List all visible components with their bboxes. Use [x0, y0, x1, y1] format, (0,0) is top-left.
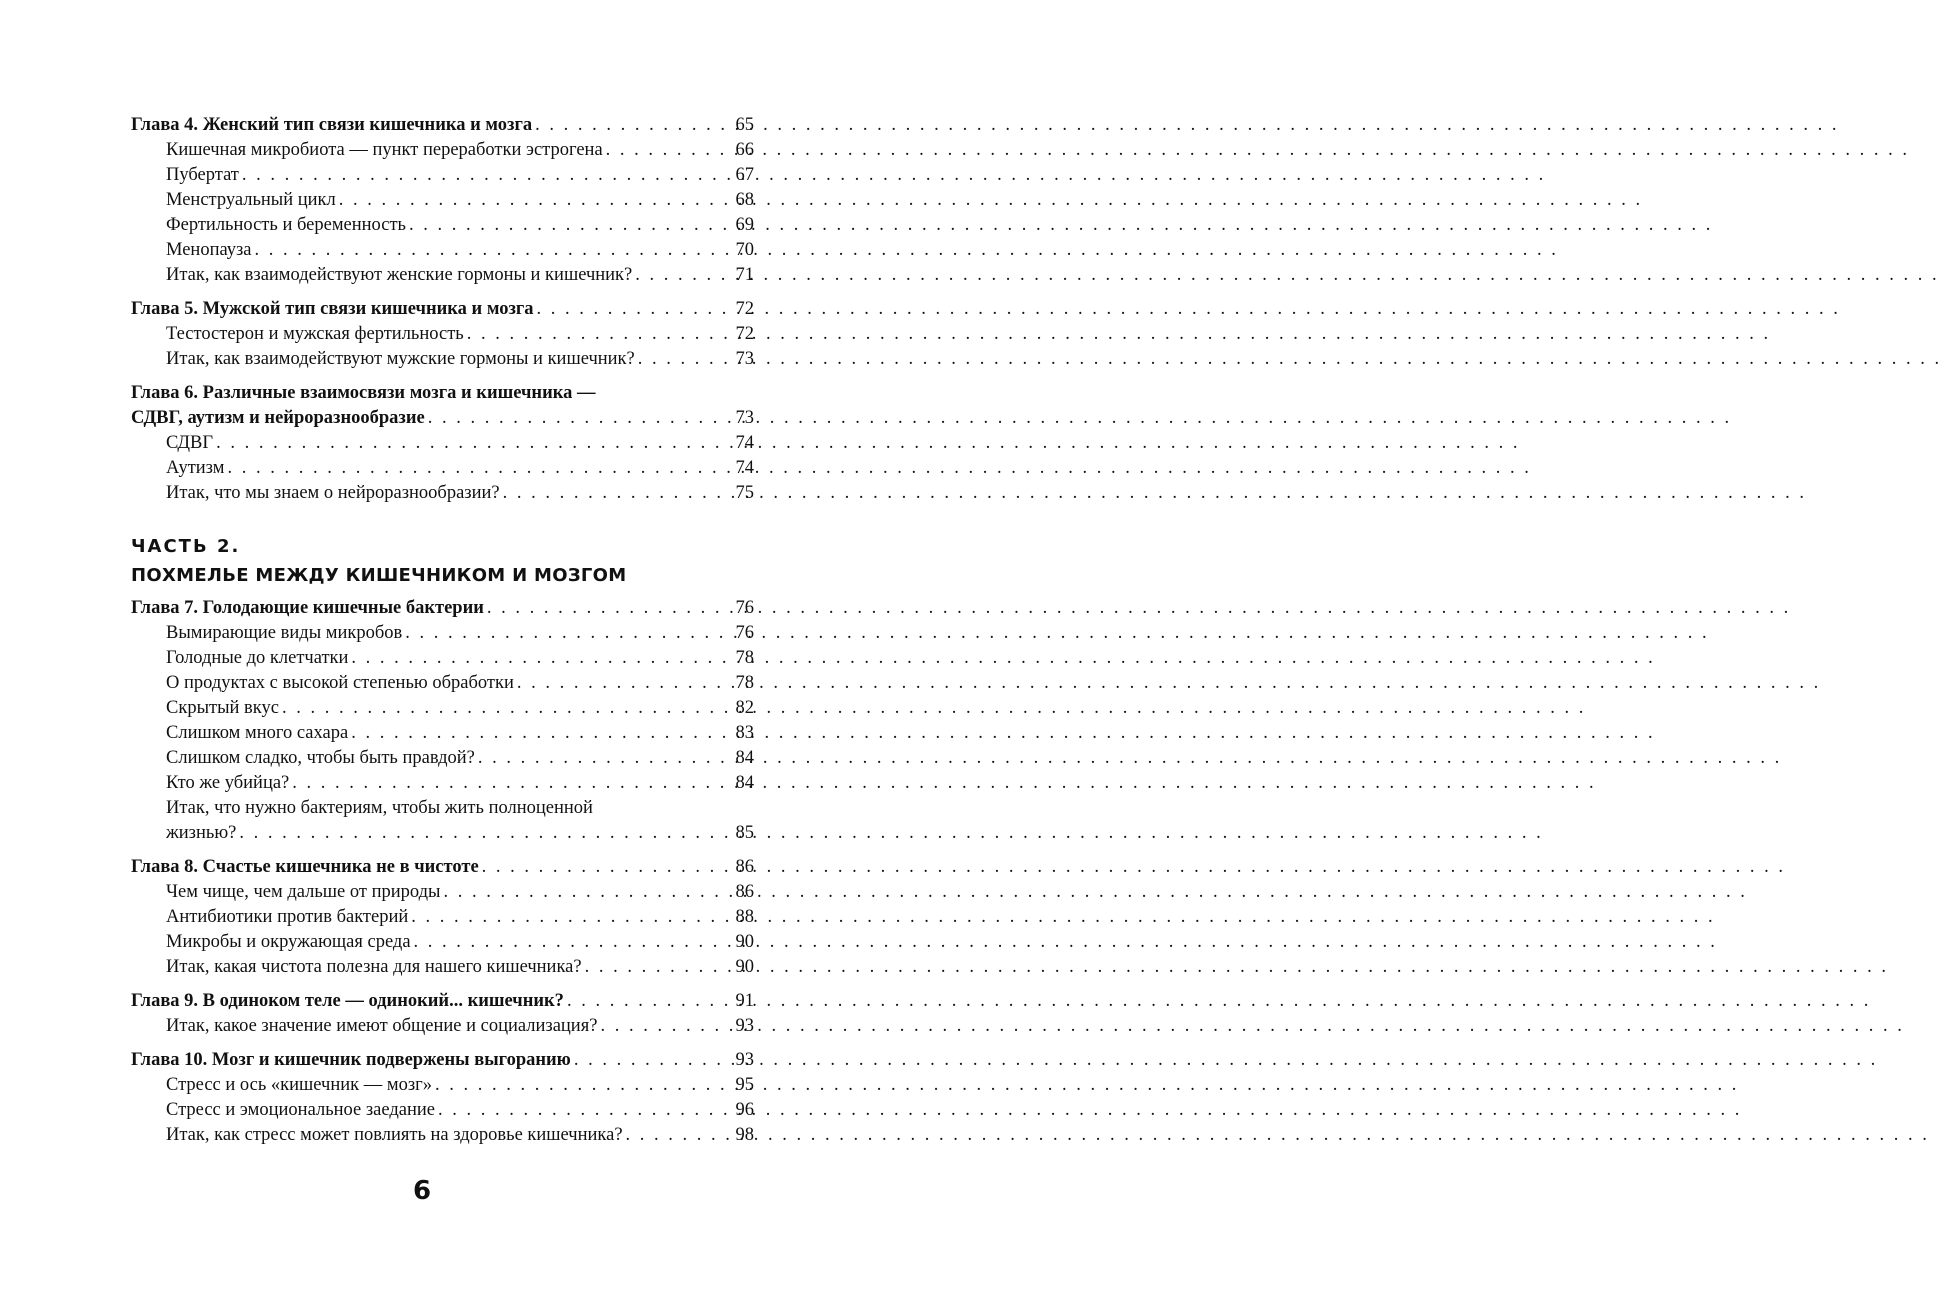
toc-entry-chapter[interactable]: [131, 297, 754, 322]
page-ref: 72: [735, 299, 754, 319]
entry-title: Глава 8. Счастье кишечника не в чистоте: [131, 857, 479, 877]
entry-title: Глава 4. Женский тип связи кишечника и мозга: [131, 115, 533, 135]
entry-title: Слишком сладко, чтобы быть правдой?: [166, 748, 475, 768]
entry-title: Глава 10. Мозг и кишечник подвержены выгоранию: [131, 1050, 571, 1070]
dot-leader: [339, 188, 725, 213]
dot-leader: [638, 347, 725, 372]
toc-entry[interactable]: [131, 955, 754, 980]
entry-title: Вымирающие виды микробов: [166, 623, 403, 643]
toc-entry[interactable]: [131, 696, 754, 721]
dot-leader: [537, 297, 725, 322]
page-ref: 98: [735, 1125, 754, 1145]
dot-leader: [626, 1123, 725, 1148]
entry-title: Антибиотики против бактерий: [166, 907, 409, 927]
page-ref: 95: [735, 1075, 754, 1095]
toc-entry-chapter[interactable]: [131, 1048, 754, 1073]
entry-title: Итак, какое значение имеют общение и социализация?: [166, 1016, 598, 1036]
toc-entry[interactable]: [131, 138, 754, 163]
dot-leader: [438, 1098, 725, 1123]
page-number: 6: [412, 1176, 432, 1206]
page-ref: 86: [735, 882, 754, 902]
page-ref: 67: [735, 165, 754, 185]
dot-leader: [292, 771, 725, 796]
dot-leader: [606, 138, 725, 163]
part-heading: [131, 532, 754, 590]
toc-entry[interactable]: [131, 1014, 754, 1039]
dot-leader: [567, 989, 725, 1014]
page-ref: 71: [735, 265, 754, 285]
toc-entry[interactable]: [131, 238, 754, 263]
page-ref: 73: [735, 408, 754, 428]
toc-entry-chapter[interactable]: [131, 406, 754, 431]
entry-title: Глава 5. Мужской тип связи кишечника и мозга: [131, 299, 534, 319]
dot-leader: [411, 905, 725, 930]
dot-leader: [535, 113, 725, 138]
dot-leader: [503, 481, 725, 506]
toc-entry-chapter[interactable]: [131, 113, 754, 138]
dot-leader: [467, 322, 725, 347]
entry-title: О продуктах с высокой степенью обработки: [166, 673, 514, 693]
entry-title: Голодные до клетчатки: [166, 648, 349, 668]
page-ref: 88: [735, 907, 754, 927]
toc-entry[interactable]: [131, 621, 754, 646]
dot-leader: [255, 238, 725, 263]
dot-leader: [600, 1014, 725, 1039]
page-ref: 74: [735, 458, 754, 478]
page-ref: 66: [735, 140, 754, 160]
toc-entry[interactable]: [131, 163, 754, 188]
toc-sections-part2: [131, 855, 754, 1148]
chapter-7-items: [131, 621, 754, 796]
toc-entry[interactable]: [131, 721, 754, 746]
table-of-contents: [131, 113, 754, 1148]
toc-entry[interactable]: [131, 821, 754, 846]
page-ref: 76: [735, 598, 754, 618]
page-ref: 83: [735, 723, 754, 743]
toc-sections-part1: [131, 113, 754, 372]
toc-entry[interactable]: [131, 930, 754, 955]
toc-chapter-7: [131, 596, 754, 846]
toc-entry[interactable]: [131, 347, 754, 372]
chapter-6-items: [131, 431, 754, 506]
toc-entry-line: Итак, что нужно бактериям, чтобы жить полноценной: [166, 798, 593, 818]
page-ref: 96: [735, 1100, 754, 1120]
page-ref: 91: [735, 991, 754, 1011]
dot-leader: [517, 671, 725, 696]
page-ref: 70: [735, 240, 754, 260]
toc-chapter-group: [131, 855, 754, 980]
toc-entry[interactable]: [131, 431, 754, 456]
toc-entry[interactable]: [131, 1123, 754, 1148]
page-ref: 72: [735, 324, 754, 344]
entry-title: Итак, как взаимодействуют женские гормоны и кишечник?: [166, 265, 633, 285]
toc-entry[interactable]: [131, 481, 754, 506]
page-ref: 84: [735, 773, 754, 793]
page-ref: 93: [735, 1050, 754, 1070]
toc-entry[interactable]: [131, 746, 754, 771]
entry-title: Пубертат: [166, 165, 239, 185]
toc-entry[interactable]: [131, 263, 754, 288]
toc-entry[interactable]: [131, 1098, 754, 1123]
dot-leader: [351, 646, 725, 671]
page-ref: 85: [735, 823, 754, 843]
toc-entry[interactable]: [131, 188, 754, 213]
dot-leader: [409, 213, 725, 238]
toc-entry[interactable]: [131, 322, 754, 347]
entry-title: Кишечная микробиота — пункт переработки эстрогена: [166, 140, 603, 160]
entry-title: Аутизм: [166, 458, 225, 478]
toc-entry[interactable]: [131, 671, 754, 696]
dot-leader: [227, 456, 725, 481]
toc-entry-chapter[interactable]: [131, 989, 754, 1014]
toc-entry-chapter[interactable]: [131, 596, 754, 621]
page-ref: 75: [735, 483, 754, 503]
chapter-title-line: СДВГ, аутизм и нейроразнообразие: [131, 408, 425, 428]
page-ref: 69: [735, 215, 754, 235]
page-ref: 68: [735, 190, 754, 210]
dot-leader: [635, 263, 725, 288]
toc-chapter-group: [131, 297, 754, 372]
dot-leader: [443, 880, 725, 905]
part-label: ЧАСТЬ 2.: [131, 536, 241, 557]
entry-title: Итак, что мы знаем о нейроразнообразии?: [166, 483, 500, 503]
entry-title: жизнью?: [166, 823, 237, 843]
dot-leader: [405, 621, 725, 646]
entry-title: Скрытый вкус: [166, 698, 279, 718]
dot-leader: [216, 431, 725, 456]
entry-title: Глава 9. В одиноком теле — одинокий... кишечник?: [131, 991, 564, 1011]
toc-entry[interactable]: [131, 880, 754, 905]
book-page: [0, 0, 844, 1311]
dot-leader: [574, 1048, 725, 1073]
dot-leader: [428, 406, 725, 431]
dot-leader: [239, 821, 725, 846]
dot-leader: [351, 721, 725, 746]
chapter-title-line: Глава 6. Различные взаимосвязи мозга и кишечника —: [131, 383, 596, 403]
entry-title: Кто же убийца?: [166, 773, 290, 793]
dot-leader: [478, 746, 725, 771]
entry-title: Глава 7. Голодающие кишечные бактерии: [131, 598, 484, 618]
dot-leader: [242, 163, 725, 188]
dot-leader: [282, 696, 725, 721]
page-ref: 65: [735, 115, 754, 135]
dot-leader: [482, 855, 725, 880]
page-ref: 84: [735, 748, 754, 768]
entry-title: Менопауза: [166, 240, 252, 260]
toc-entry[interactable]: [131, 646, 754, 671]
entry-title: Фертильность и беременность: [166, 215, 406, 235]
dot-leader: [585, 955, 725, 980]
page-ref: 90: [735, 932, 754, 952]
page-ref: 73: [735, 349, 754, 369]
dot-leader: [487, 596, 725, 621]
toc-chapter-group: [131, 989, 754, 1039]
dot-leader: [414, 930, 725, 955]
entry-title: Стресс и эмоциональное заедание: [166, 1100, 435, 1120]
entry-title: Менструальный цикл: [166, 190, 336, 210]
toc-entry[interactable]: [131, 213, 754, 238]
toc-entry[interactable]: [131, 1073, 754, 1098]
entry-title: Итак, как взаимодействуют мужские гормоны и кишечник?: [166, 349, 635, 369]
page-ref: 82: [735, 698, 754, 718]
dot-leader: [435, 1073, 725, 1098]
page-ref: 86: [735, 857, 754, 877]
toc-entry[interactable]: [131, 771, 754, 796]
toc-entry-chapter[interactable]: [131, 855, 754, 880]
page-ref: 90: [735, 957, 754, 977]
entry-title: Итак, какая чистота полезна для нашего кишечника?: [166, 957, 582, 977]
toc-entry[interactable]: [131, 456, 754, 481]
toc-chapter-6: [131, 381, 754, 506]
entry-title: Итак, как стресс может повлиять на здоровье кишечника?: [166, 1125, 623, 1145]
page-ref: 93: [735, 1016, 754, 1036]
toc-chapter-group: [131, 113, 754, 288]
entry-title: Чем чище, чем дальше от природы: [166, 882, 441, 902]
page-ref: 78: [735, 673, 754, 693]
toc-chapter-group: [131, 1048, 754, 1148]
entry-title: СДВГ: [166, 433, 214, 453]
page-ref: 76: [735, 623, 754, 643]
page-ref: 74: [735, 433, 754, 453]
part-title: ПОХМЕЛЬЕ МЕЖДУ КИШЕЧНИКОМ И МОЗГОМ: [131, 565, 627, 586]
entry-title: Тестостерон и мужская фертильность: [166, 324, 464, 344]
entry-title: Микробы и окружающая среда: [166, 932, 411, 952]
page-ref: 78: [735, 648, 754, 668]
entry-title: Слишком много сахара: [166, 723, 349, 743]
entry-title: Стресс и ось «кишечник — мозг»: [166, 1075, 432, 1095]
toc-entry[interactable]: [131, 905, 754, 930]
